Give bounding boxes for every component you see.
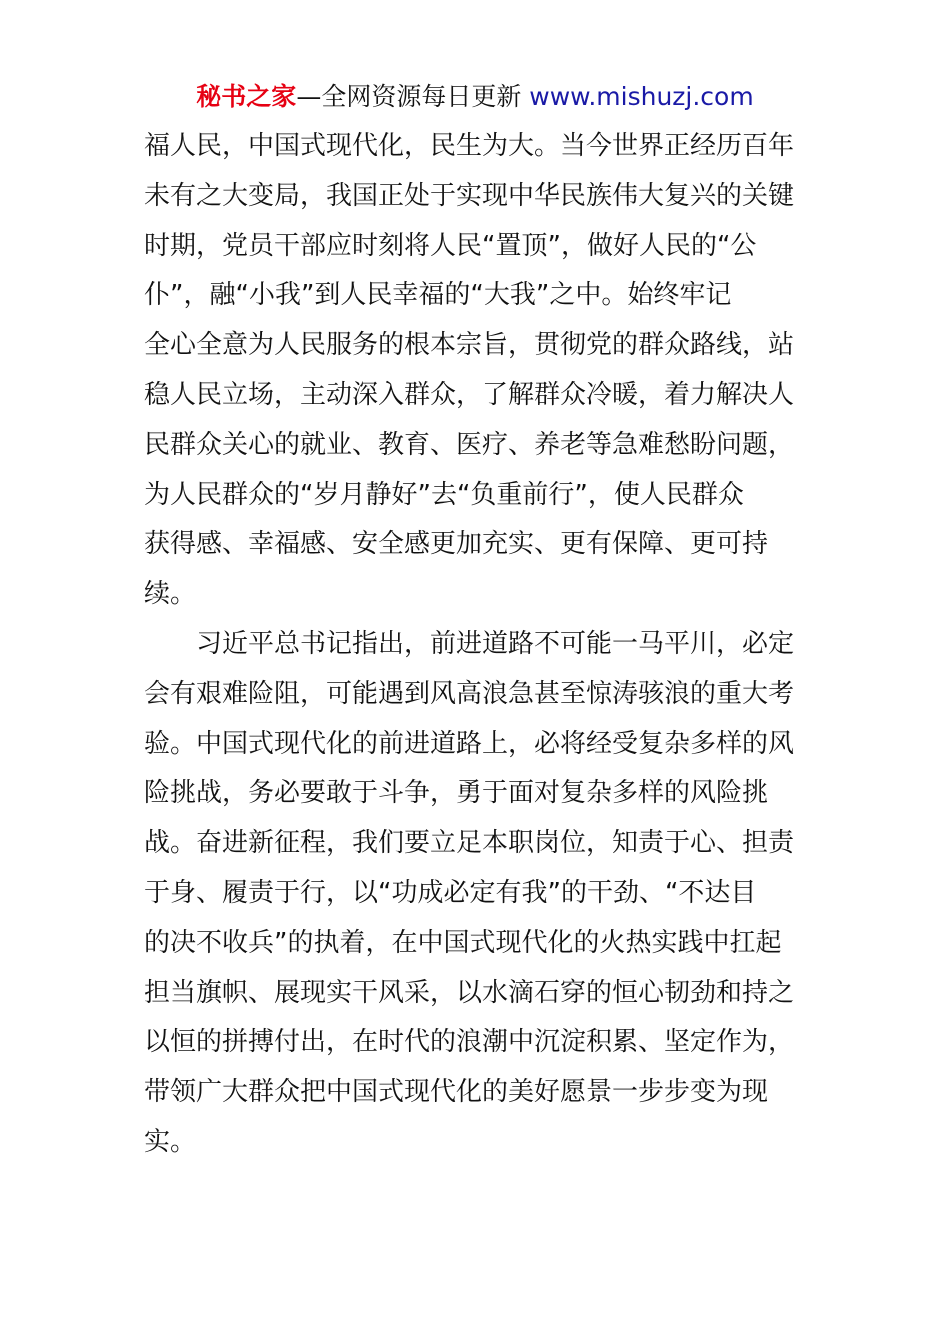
text-line: 续。 bbox=[144, 579, 197, 610]
text-line: 为人民群众的“岁月静好”去“负重前行”，使人民群众 bbox=[144, 479, 744, 510]
text-line: 险挑战，务必要敢于斗争，勇于面对复杂多样的风险挑 bbox=[144, 778, 769, 809]
site-brand: 秘书之家 bbox=[196, 82, 297, 111]
site-url-link[interactable]: www.mishuzj.com bbox=[529, 82, 754, 111]
text-line: 未有之大变局，我国正处于实现中华民族伟大复兴的关键 bbox=[144, 180, 795, 211]
text-line: 于身、履责于行，以“功成必定有我”的干劲、“不达目 bbox=[144, 877, 757, 908]
text-line: 民群众关心的就业、教育、医疗、养老等急难愁盼问题， bbox=[144, 429, 795, 460]
text-line: 全心全意为人民服务的根本宗旨，贯彻党的群众路线，站 bbox=[144, 330, 795, 361]
text-line: 以恒的拼搏付出，在时代的浪潮中沉淀积累、坚定作为， bbox=[144, 1027, 795, 1058]
text-line: 稳人民立场，主动深入群众，了解群众冷暖，着力解决人 bbox=[144, 379, 795, 410]
paragraph-1 bbox=[144, 122, 806, 620]
text-line: 获得感、幸福感、安全感更加充实、更有保障、更可持 bbox=[144, 529, 769, 560]
paragraph-2 bbox=[144, 620, 806, 1168]
text-line: 带领广大群众把中国式现代化的美好愿景一步步变为现 bbox=[144, 1077, 769, 1108]
text-line: 时期，党员干部应时刻将人民“置顶”，做好人民的“公 bbox=[144, 230, 757, 261]
text-line: 福人民，中国式现代化，民生为大。当今世界正经历百年 bbox=[144, 131, 795, 161]
text-line: 验。中国式现代化的前进道路上，必将经受复杂多样的风 bbox=[144, 728, 795, 759]
text-line: 战。奋进新征程，我们要立足本职岗位，知责于心、担责 bbox=[144, 828, 795, 859]
text-line: 习近平总书记指出，前进道路不可能一马平川，必定 bbox=[196, 628, 795, 659]
text-line: 会有艰难险阻，可能遇到风高浪急甚至惊涛骇浪的重大考 bbox=[144, 678, 795, 709]
site-tagline: —全网资源每日更新 bbox=[296, 82, 522, 111]
site-header bbox=[0, 80, 950, 114]
text-line: 实。 bbox=[144, 1126, 197, 1157]
text-line: 担当旗帜、展现实干风采，以水滴石穿的恒心韧劲和持之 bbox=[144, 977, 795, 1008]
document-body bbox=[144, 122, 806, 1168]
text-line: 的决不收兵”的执着，在中国式现代化的火热实践中扛起 bbox=[144, 927, 782, 958]
text-line: 仆”，融“小我”到人民幸福的“大我”之中。始终牢记 bbox=[144, 280, 732, 311]
